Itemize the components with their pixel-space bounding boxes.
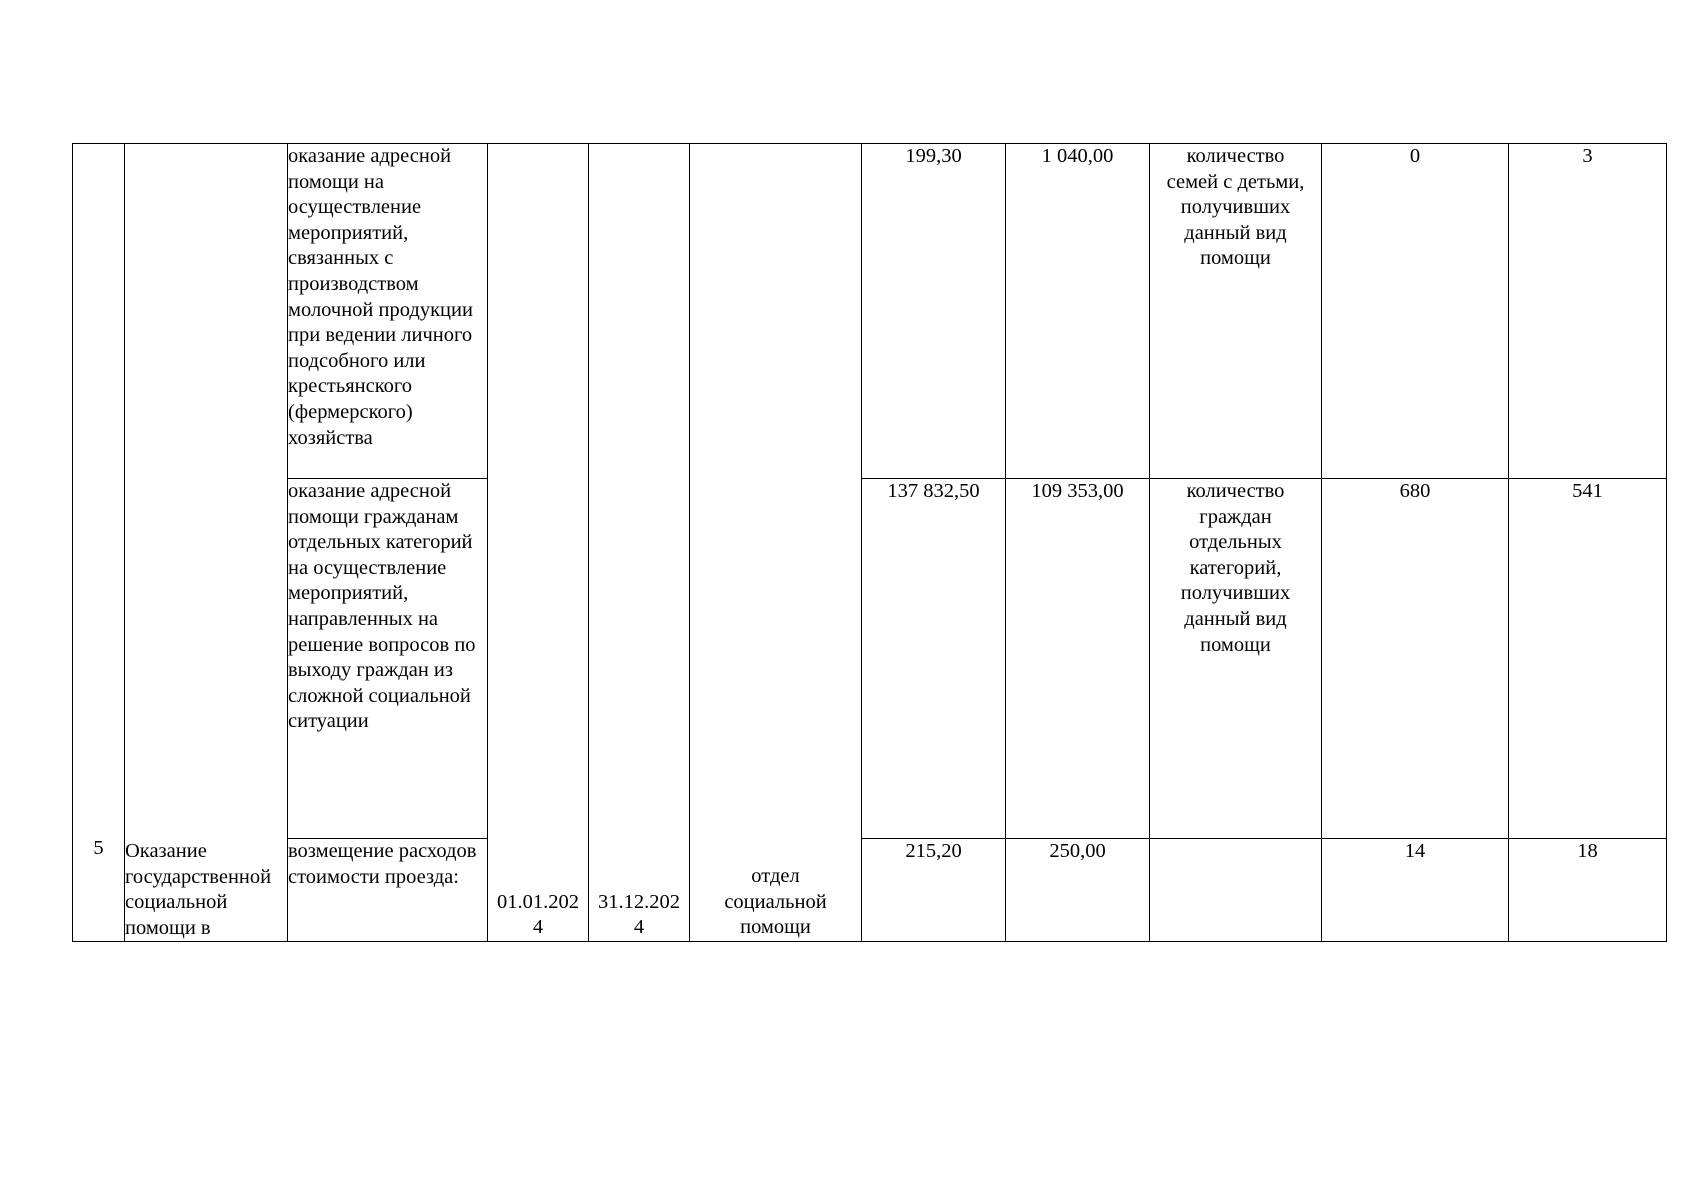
table-row — [73, 839, 1667, 942]
value-1: 137 832,50 — [862, 479, 1006, 839]
target-2: 3 — [1509, 144, 1667, 479]
value-2: 1 040,00 — [1006, 144, 1150, 479]
measure-name-cell — [125, 144, 288, 942]
value-2: 250,00 — [1006, 839, 1150, 942]
executor-cell — [690, 144, 862, 942]
indicator — [1150, 839, 1322, 942]
executor: отдел социальной помощи — [724, 865, 827, 939]
target-2: 18 — [1509, 839, 1667, 942]
row-number: 5 — [93, 837, 104, 859]
measure-description: возмещение расходов стоимости проезда: — [288, 839, 488, 942]
indicator: количество граждан отдельных категорий, получивших данный вид помощи — [1150, 479, 1322, 839]
value-2: 109 353,00 — [1006, 479, 1150, 839]
value-1: 199,30 — [862, 144, 1006, 479]
start-date: 01.01.2024 — [497, 890, 579, 939]
program-table — [72, 143, 1667, 942]
value-1: 215,20 — [862, 839, 1006, 942]
measure-description: оказание адресной помощи гражданам отдельных категорий на осуществление мероприятий, направленных на решение вопросов по выходу граждан из сложной социальной ситуации — [288, 479, 488, 839]
end-date-cell — [589, 144, 690, 942]
end-date: 31.12.2024 — [598, 890, 680, 939]
target-1: 14 — [1322, 839, 1509, 942]
target-1: 680 — [1322, 479, 1509, 839]
measure-name: Оказание государственной социальной помощи в — [125, 840, 272, 939]
table-row — [73, 479, 1667, 839]
start-date-cell — [488, 144, 589, 942]
target-2: 541 — [1509, 479, 1667, 839]
target-1: 0 — [1322, 144, 1509, 479]
measure-description: оказание адресной помощи на осуществление мероприятий, связанных с производством молочной продукции при ведении личного подсобного или крестьянского (фермерского) хозяйства — [288, 144, 488, 479]
table-row — [73, 144, 1667, 479]
row-number-cell — [73, 144, 125, 942]
indicator: количество семей с детьми, получивших данный вид помощи — [1150, 144, 1322, 479]
